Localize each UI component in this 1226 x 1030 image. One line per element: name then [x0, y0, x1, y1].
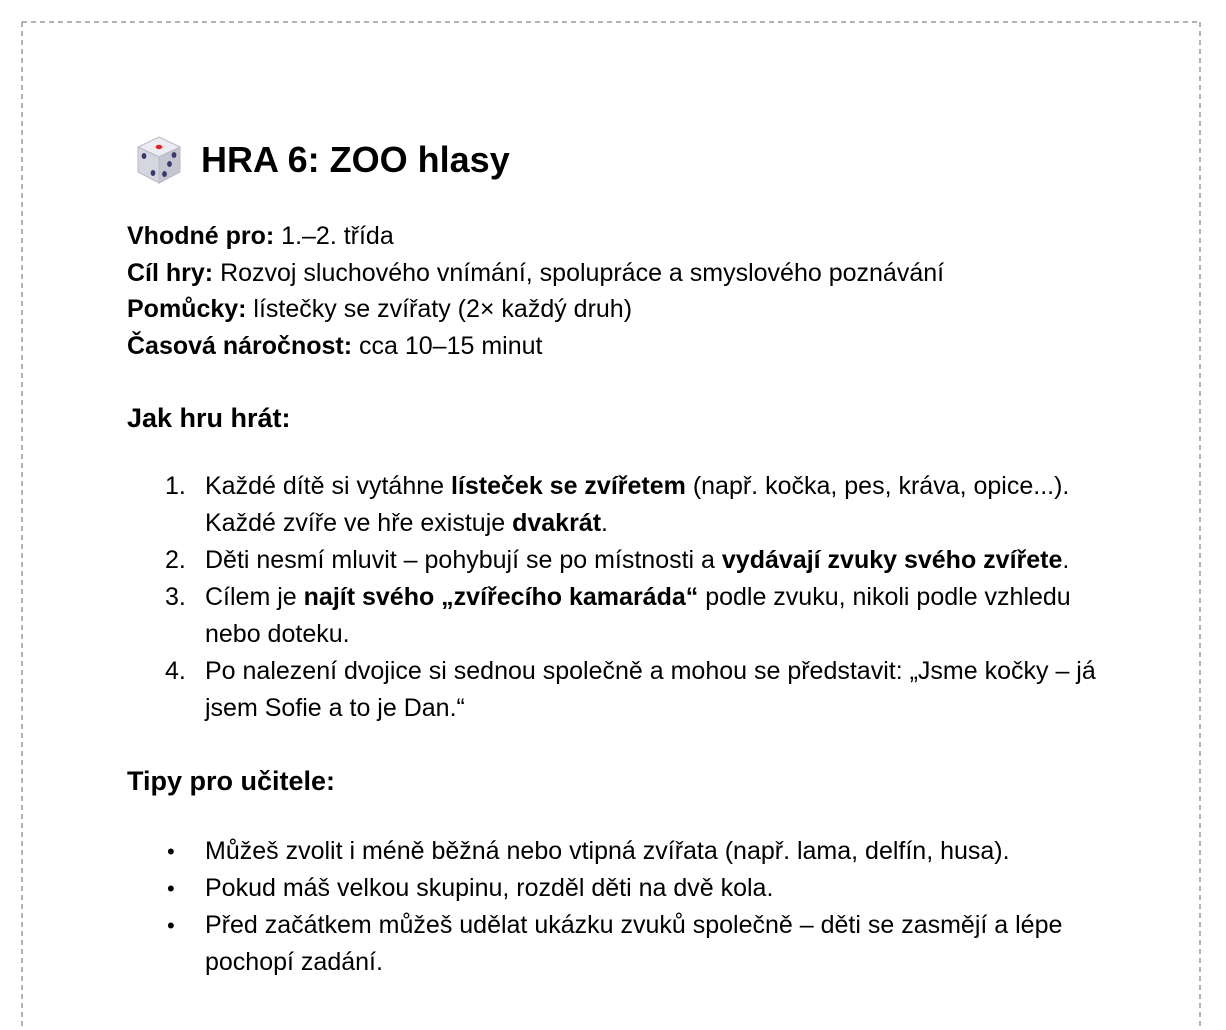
tip-text: Pokud máš velkou skupinu, rozděl děti na dvě kola.: [205, 874, 774, 902]
meta-suitable-for: [127, 218, 1127, 255]
step-text-bold: lísteček se zvířetem: [450, 472, 686, 500]
meta-duration: [127, 328, 1127, 365]
game-meta: [127, 218, 1127, 364]
document-content: [127, 130, 1127, 981]
step-item: [127, 542, 1105, 579]
meta-value: cca 10–15 minut: [352, 331, 543, 360]
page-title: HRA 6: ZOO hlasy: [201, 139, 510, 180]
meta-materials: [127, 291, 1127, 328]
tip-text: Před začátkem můžeš udělat ukázku zvuků společně – děti se zasmějí a lépe pochopí zadání.: [205, 911, 1063, 976]
title-row: [133, 130, 1127, 190]
step-text: Každé dítě si vytáhne: [205, 472, 451, 500]
step-item: [127, 579, 1105, 653]
meta-label: Vhodné pro:: [127, 222, 275, 250]
step-text: Cílem je: [205, 583, 304, 611]
step-text: (např. kočka, pes, kráva, opice...). Každé zvíře ve hře existuje: [205, 472, 1070, 537]
meta-value: Rozvoj sluchového vnímání, spolupráce a smyslového poznávání: [213, 258, 945, 287]
step-text: Děti nesmí mluvit – pohybují se po místnosti a: [205, 546, 722, 574]
meta-value: lístečky se zvířaty (2× každý druh): [246, 295, 633, 323]
tips-list: [127, 833, 1127, 981]
meta-label: Pomůcky:: [127, 295, 247, 323]
step-number: 3.: [165, 583, 186, 611]
step-text-bold: dvakrát: [512, 509, 602, 537]
step-number: 2.: [165, 546, 186, 574]
dice-icon: [133, 134, 185, 186]
meta-label: Cíl hry:: [127, 258, 214, 287]
meta-label: Časová náročnost:: [127, 331, 353, 360]
step-text: podle zvuku, nikoli podle vzhledu nebo doteku.: [205, 583, 1071, 648]
steps-list: [127, 468, 1127, 727]
step-text-bold: najít svého „zvířecího kamaráda“: [303, 583, 699, 611]
step-item: [127, 468, 1105, 542]
meta-goal: [127, 255, 1127, 292]
bullet-icon: •: [167, 913, 175, 938]
step-number: 4.: [165, 657, 186, 685]
bullet-icon: •: [167, 839, 175, 864]
meta-value: 1.–2. třída: [274, 222, 394, 250]
step-text: Po nalezení dvojice si sednou společně a mohou se představit: „Jsme kočky – já jsem Sofie a to je Dan.“: [205, 657, 1096, 722]
tip-item: [127, 833, 1105, 870]
step-number: 1.: [165, 472, 186, 500]
step-text: .: [1062, 546, 1070, 574]
step-text-bold: vydávají zvuky svého zvířete: [721, 546, 1063, 574]
tip-item: [127, 907, 1105, 981]
tip-text: Můžeš zvolit i méně běžná nebo vtipná zvířata (např. lama, delfín, husa).: [205, 837, 1010, 865]
step-item: [127, 653, 1105, 727]
how-to-play-heading: Jak hru hrát:: [127, 403, 291, 433]
step-text: .: [601, 509, 608, 537]
teacher-tips-heading: Tipy pro učitele:: [127, 766, 336, 796]
bullet-icon: •: [167, 876, 175, 901]
tip-item: [127, 870, 1105, 907]
